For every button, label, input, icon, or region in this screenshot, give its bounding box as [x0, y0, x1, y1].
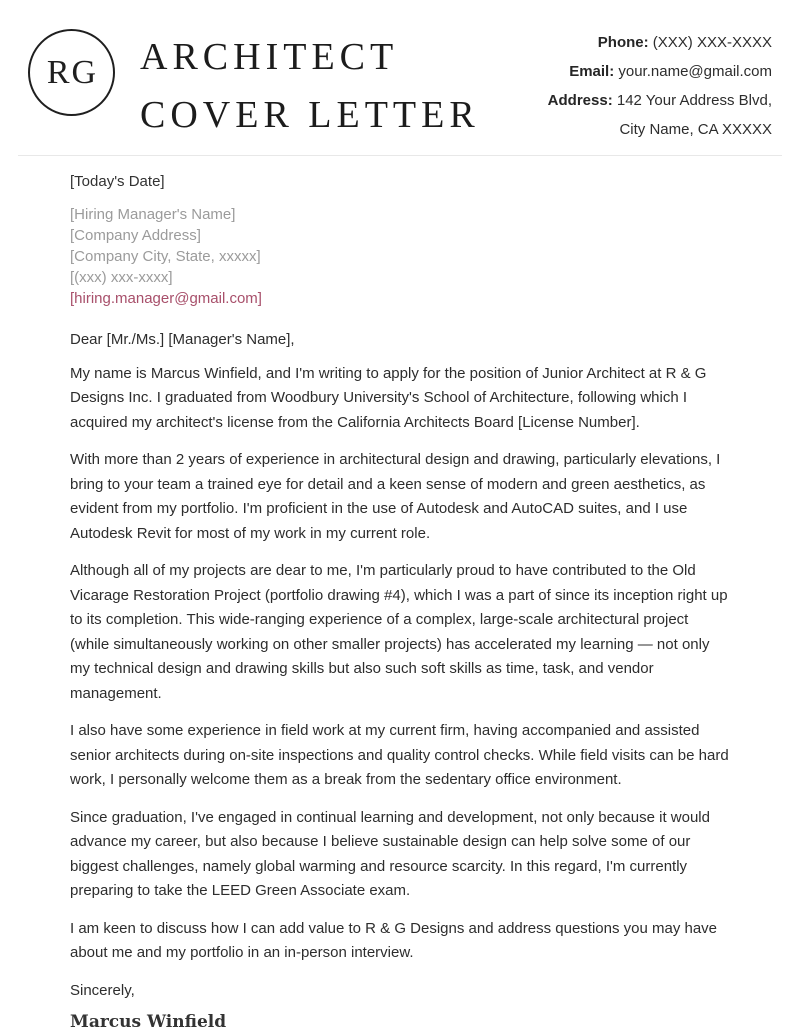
- contact-block: [548, 28, 772, 144]
- page-title: [140, 28, 480, 144]
- paragraph-experience: With more than 2 years of experience in architectural design and drawing, particularly elevations, I bring to your team a trained eye for detail and a keen sense of modern and green aesthetics, as evident from my portfolio. I'm proficient in the use of Autodesk and AutoCAD suites, and I use Autodesk Revit for most of my work in my current role.: [70, 451, 721, 542]
- letterhead: [0, 0, 800, 155]
- paragraph-closing-ask: I am keen to discuss how I can add value to R & G Designs and address questions you may have about me and my portfolio in an in-person interview.: [70, 919, 718, 961]
- contact-address: [548, 86, 772, 115]
- recipient-phone: [(xxx) xxx-xxxx]: [70, 269, 173, 286]
- signature-name: Marcus Winfield: [70, 1012, 227, 1032]
- recipient-email-link[interactable]: [hiring.manager@gmail.com]: [70, 290, 262, 307]
- recipient-block: [70, 204, 730, 309]
- recipient-address: [Company Address]: [70, 227, 201, 244]
- page-title-line2: COVER LETTER: [140, 94, 480, 136]
- recipient-city-state: [Company City, State, xxxxx]: [70, 248, 261, 265]
- address-label: Address:: [547, 92, 613, 109]
- phone-value: (XXX) XXX-XXXX: [652, 34, 772, 51]
- greeting: Dear [Mr./Ms.] [Manager's Name],: [70, 331, 295, 348]
- contact-email: [548, 57, 772, 86]
- paragraph-project: Although all of my projects are dear to me, I'm particularly proud to have contributed to the Old Vicarage Restoration Project (portfolio drawing #4), which I was a part of since its inception right up to its completion. This wide-ranging experience of a complex, large-scale architectural project (while simultaneously working on other smaller projects) has accelerated my learning — not only my technical design and drawing skills but also such soft skills as time, task, and vendor management.: [70, 562, 728, 702]
- recipient-name: [Hiring Manager's Name]: [70, 206, 236, 223]
- email-label: Email:: [569, 63, 615, 80]
- letter-body: [0, 156, 800, 1032]
- paragraph-fieldwork: I also have some experience in field work at my current firm, having accompanied and assisted senior architects during on-site inspections and quality control checks. While field visits can be hard work, I personally welcome them as a break from the sedentary office environment.: [70, 722, 729, 788]
- email-value: your.name@gmail.com: [618, 63, 772, 80]
- paragraph-learning: Since graduation, I've engaged in continual learning and development, not only because it would advance my career, but also because I believe sustainable design can help solve some of our biggest challenges, namely global warming and resource scarcity. In this regard, I'm currently preparing to take the LEED Green Associate exam.: [70, 808, 710, 899]
- address-value: 142 Your Address Blvd,: [616, 92, 772, 109]
- contact-address-line2: City Name, CA XXXXX: [619, 121, 772, 138]
- phone-label: Phone:: [597, 34, 649, 51]
- contact-phone: [548, 28, 772, 57]
- closing-salutation: Sincerely,: [70, 981, 135, 999]
- letter-date: [Today's Date]: [70, 173, 165, 190]
- paragraph-intro: My name is Marcus Winfield, and I'm writing to apply for the position of Junior Architect at R & G Designs Inc. I graduated from Woodbury University's School of Architecture, following which I acquired my architect's license from the California Architects Board [License Number].: [70, 364, 707, 431]
- logo-monogram: [28, 29, 115, 116]
- page-title-line1: ARCHITECT: [140, 36, 399, 78]
- logo-initials: RG: [46, 53, 99, 91]
